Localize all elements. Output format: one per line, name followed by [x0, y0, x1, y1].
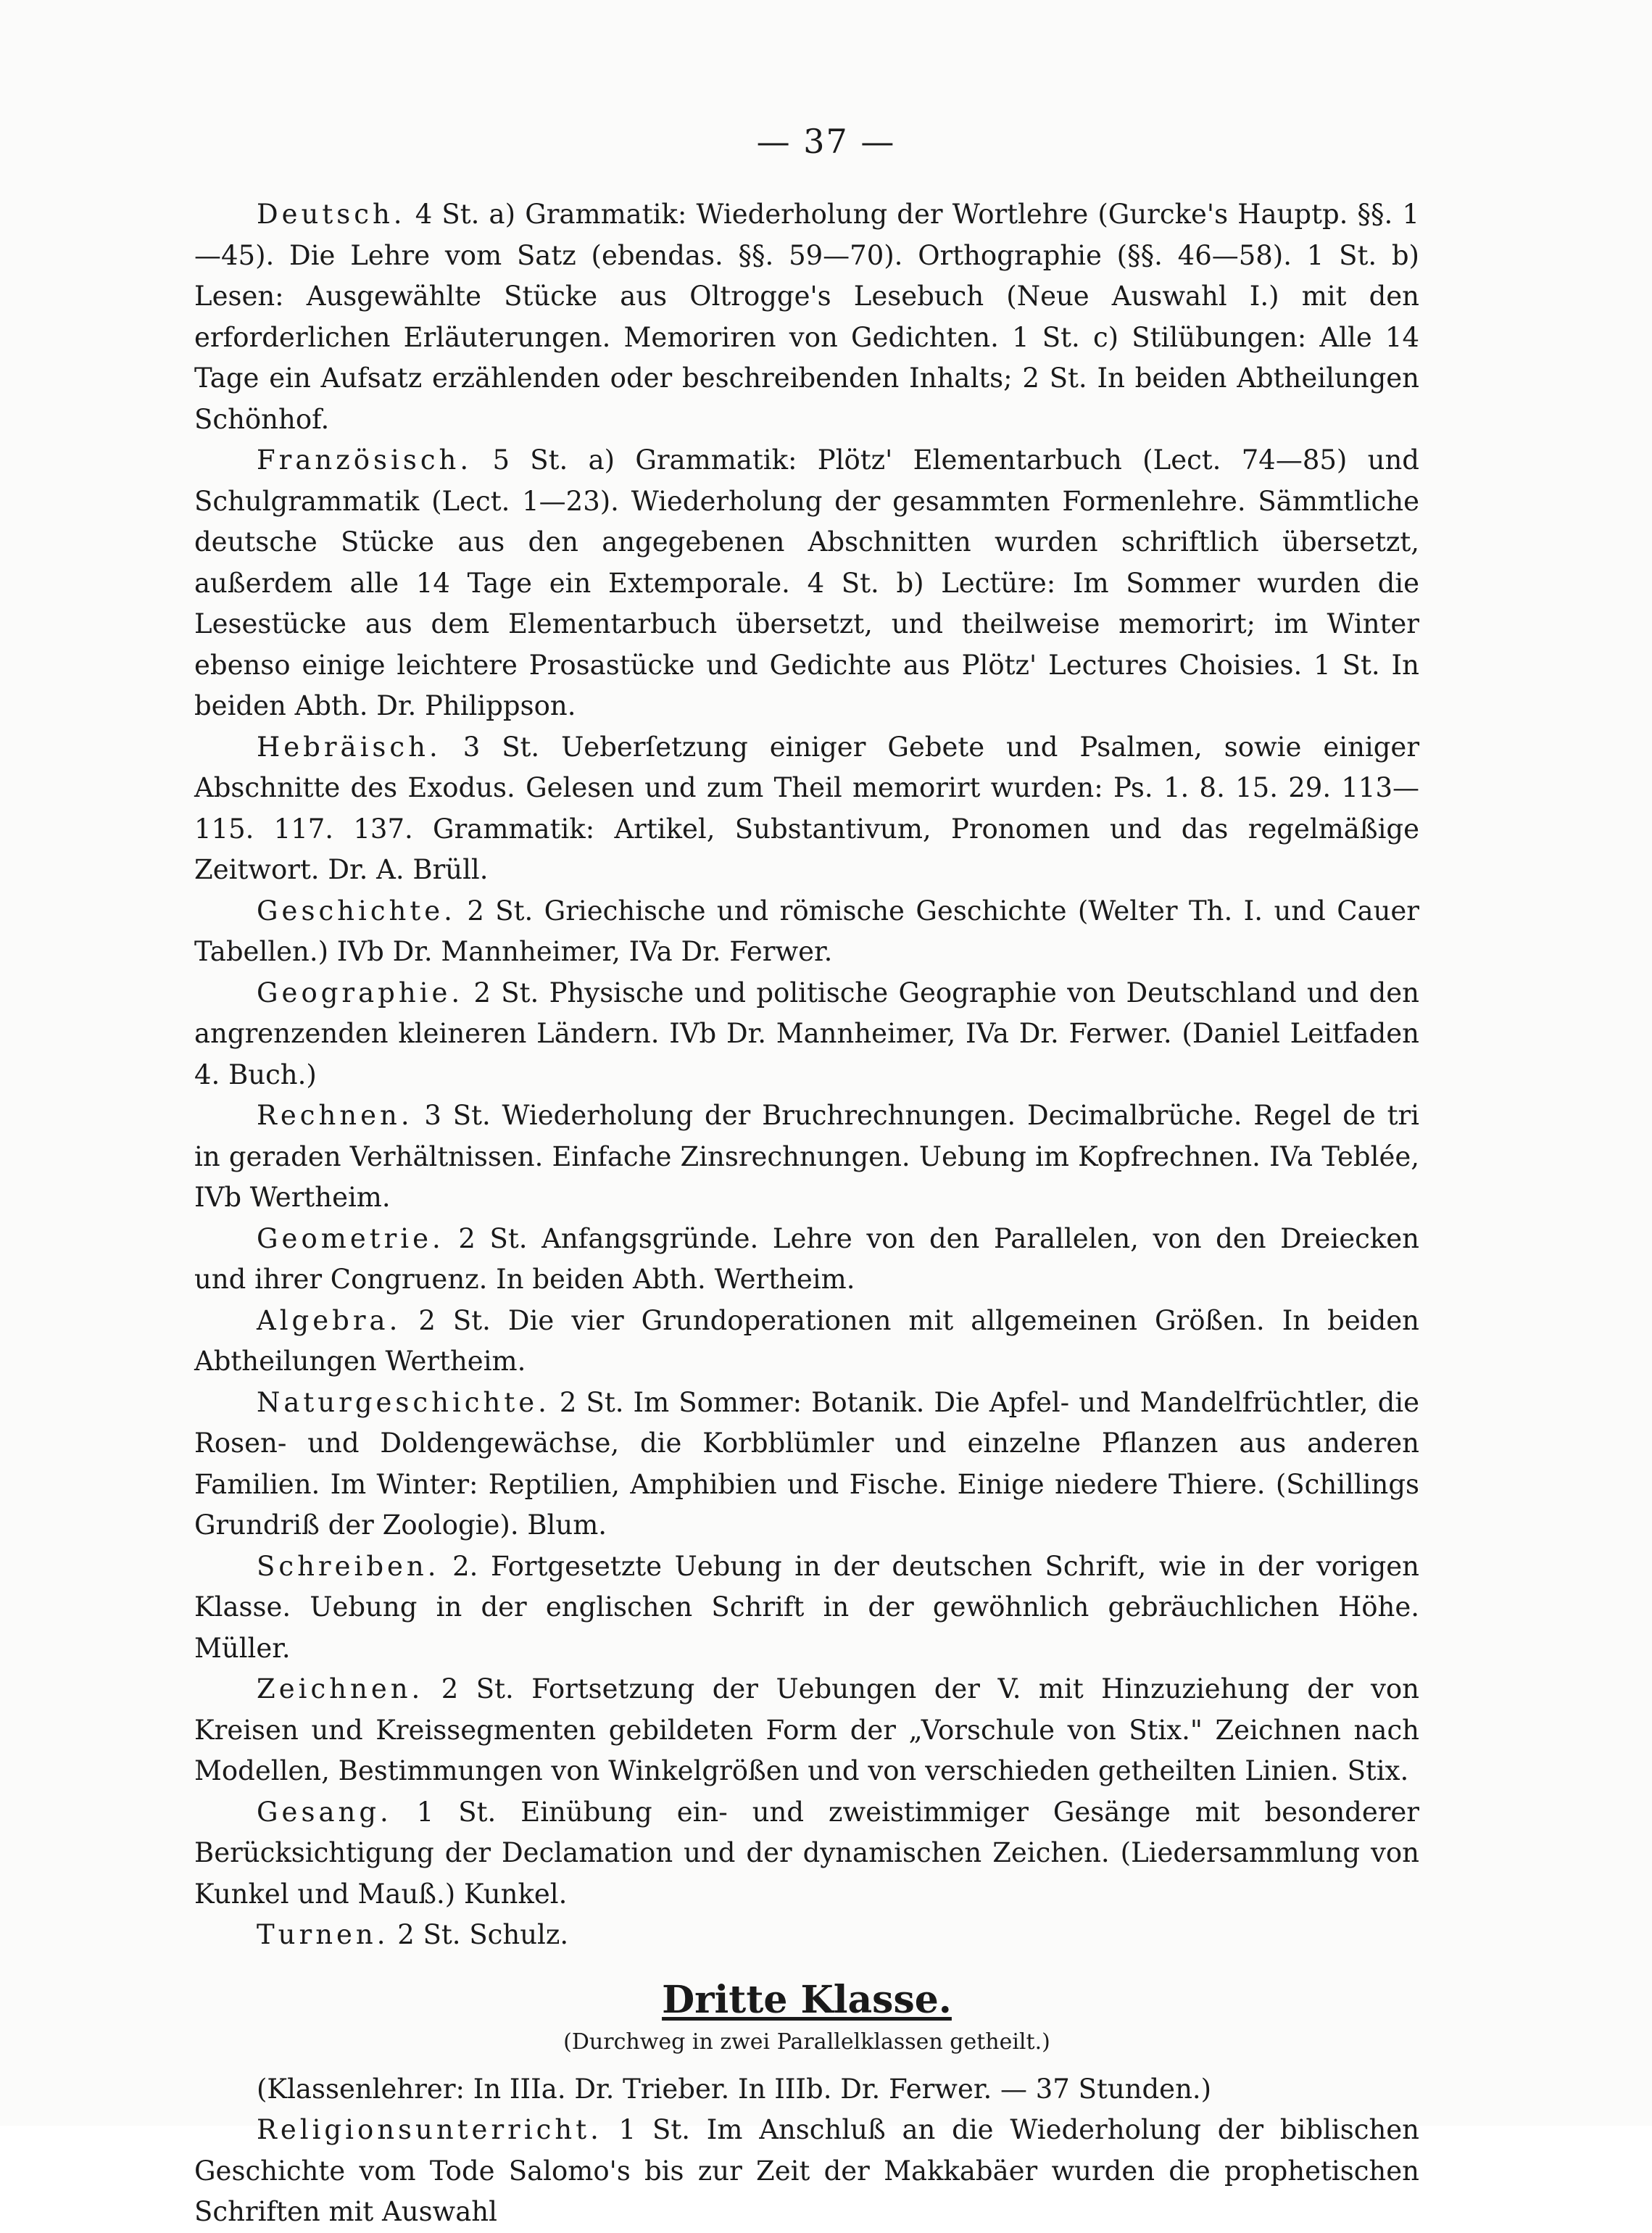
paragraph-algebra	[194, 1301, 1419, 1383]
paragraph-rechnen	[194, 1095, 1419, 1219]
paragraph-text: 2 St. Fortsetzung der Uebungen der V. mit Hinzuziehung der von Kreisen und Kreissegmenten gebildeten Form der „Vorschule von Stix." Zeichnen nach Modellen, Bestimmungen von Winkelgrößen und von verschieden getheilten Linien. Stix.	[194, 1673, 1419, 1786]
subject-label: Geschichte.	[257, 895, 456, 927]
paragraph-text: 3 St. Ueberſetzung einiger Gebete und Psalmen, sowie einiger Abschnitte des Exodus. Gelesen und zum Theil memorirt wurden: Ps. 1. 8. 15. 29. 113—115. 117. 137. Grammatik: Artikel, Substantivum, Pronomen und das regelmäßige Zeitwort. Dr. A. Brüll.	[194, 731, 1419, 885]
paragraph-zeichnen	[194, 1669, 1419, 1792]
paragraph-deutsch	[194, 194, 1419, 440]
subject-label: Zeichnen.	[257, 1673, 424, 1704]
paragraph-gesang	[194, 1792, 1419, 1915]
paragraph-schreiben	[194, 1546, 1419, 1670]
section-heading: Dritte Klasse.	[662, 1977, 952, 2022]
subject-label: Geometrie.	[257, 1222, 444, 1254]
paragraph-text: 2 St. Die vier Grundoperationen mit allgemeinen Größen. In beiden Abtheilungen Wertheim.	[194, 1304, 1419, 1377]
subject-label: Schreiben.	[257, 1550, 440, 1582]
paragraph-naturgeschichte	[194, 1383, 1419, 1546]
section-header	[194, 1978, 1419, 2059]
subject-label: Algebra.	[257, 1304, 402, 1336]
paragraph-text: 3 St. Wiederholung der Bruchrechnungen. Decimalbrüche. Regel de tri in geraden Verhältnissen. Einfache Zinsrechnungen. Uebung im Kopfrechnen. IVa Teblée, IVb Wertheim.	[194, 1100, 1419, 1213]
paragraph-geographie	[194, 973, 1419, 1096]
paragraph-text: 2 St. Schulz.	[389, 1919, 569, 1950]
paragraph-text: 4 St. a) Grammatik: Wiederholung der Wortlehre (Gurcke's Hauptp. §§. 1—45). Die Lehre vom Satz (ebendas. §§. 59—70). Orthographie (§§. 46—58). 1 St. b) Lesen: Ausgewählte Stücke aus Oltrogge's Lesebuch (Neue Auswahl I.) mit den erforderlichen Erläuterungen. Memoriren von Gedichten. 1 St. c) Stilübungen: Alle 14 Tage ein Aufsatz erzählenden oder beschreibenden Inhalts; 2 St. In beiden Abtheilungen Schönhof.	[194, 199, 1419, 435]
section-subheading: (Durchweg in zwei Parallelklassen getheilt.)	[563, 2029, 1050, 2055]
subject-label: Deutsch.	[257, 199, 406, 230]
paragraph-text: 2 St. Griechische und römische Geschichte (Welter Th. I. und Cauer Tabellen.) IVb Dr. Mannheimer, IVa Dr. Ferwer.	[194, 895, 1419, 967]
subject-label: Geographie.	[257, 977, 464, 1008]
subject-label: Rechnen.	[257, 1100, 413, 1131]
paragraph-text: 5 St. a) Grammatik: Plötz' Elementarbuch (Lect. 74—85) und Schulgrammatik (Lect. 1—23). Wiederholung der gesammten Formenlehre. Sämmtliche deutsche Stücke aus den angegebenen Abschnitten wurden schriftlich übersetzt, außerdem alle 14 Tage ein Extemporale. 4 St. b) Lectüre: Im Sommer wurden die Lesestücke aus dem Elementarbuch übersetzt, und theilweise memorirt; im Winter ebenso einige leichtere Prosastücke und Gedichte aus Plötz' Lectures Choisies. 1 St. In beiden Abth. Dr. Philippson.	[194, 444, 1419, 721]
paragraph-text: 1 St. Einübung ein- und zweistimmiger Gesänge mit besonderer Berücksichtigung der Declamation und der dynamischen Zeichen. (Liedersammlung von Kunkel und Mauß.) Kunkel.	[194, 1796, 1419, 1910]
paragraph-text: 1 St. Im Anschluß an die Wiederholung der biblischen Geschichte vom Tode Salomo's bis zur Zeit der Makkabäer wurden die prophetischen Schriften mit Auswahl	[194, 2114, 1419, 2227]
paragraph-franzoesisch	[194, 440, 1419, 727]
paragraph-geschichte	[194, 891, 1419, 973]
paragraph-text: 2 St. Anfangsgründe. Lehre von den Parallelen, von den Dreiecken und ihrer Congruenz. In beiden Abth. Wertheim.	[194, 1222, 1419, 1295]
paragraph-text: 2 St. Im Sommer: Botanik. Die Apfel- und Mandelfrüchtler, die Rosen- und Doldengewächse, die Korbblümler und einzelne Pflanzen aus anderen Familien. Im Winter: Reptilien, Amphibien und Fische. Einige niedere Thiere. (Schillings Grundriß der Zoologie). Blum.	[194, 1386, 1419, 1541]
subject-label: Französisch.	[257, 444, 473, 476]
paragraph-turnen	[194, 1915, 1419, 1956]
paragraph-religionsunterricht	[194, 2110, 1419, 2233]
subject-label: Naturgeschichte.	[257, 1386, 550, 1418]
subject-label: Gesang.	[257, 1796, 392, 1828]
paragraph-text: 2. Fortgesetzte Uebung in der deutschen Schrift, wie in der vorigen Klasse. Uebung in der englischen Schrift in der gewöhnlich gebräuchlichen Höhe. Müller.	[194, 1550, 1419, 1664]
subject-label: Hebräisch.	[257, 731, 441, 763]
page-number: — 37 —	[756, 122, 896, 161]
subject-label: Turnen.	[257, 1919, 389, 1950]
paragraph-text: 2 St. Physische und politische Geographie von Deutschland und den angrenzenden kleineren Ländern. IVb Dr. Mannheimer, IVa Dr. Ferwer. (Daniel Leitfaden 4. Buch.)	[194, 977, 1419, 1090]
class-teachers-line: (Klassenlehrer: In IIIa. Dr. Trieber. In IIIb. Dr. Ferwer. — 37 Stunden.)	[257, 2073, 1212, 2105]
paragraph-hebraeisch	[194, 727, 1419, 891]
body-text	[194, 194, 1419, 2233]
subject-label: Religionsunterricht.	[257, 2114, 602, 2145]
paragraph-geometrie	[194, 1219, 1419, 1301]
